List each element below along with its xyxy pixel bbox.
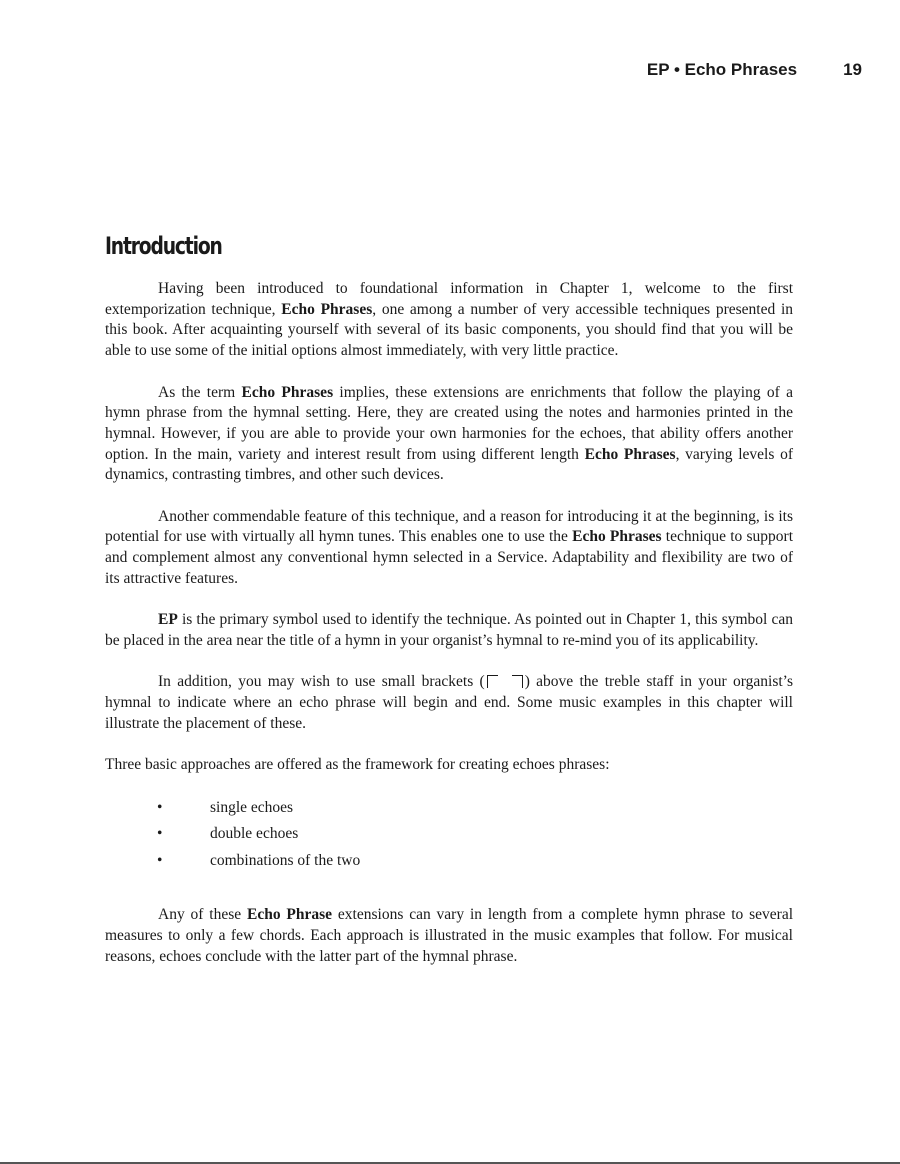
text-run: , one among a number of very accessible techniques presented in this book. After acquainting yourself with several of its basic components, you should find that you will be able to use some of the initial options almost immediately, with very little practice.: [105, 300, 794, 360]
paragraph-symbol: [105, 610, 793, 651]
list-item: [105, 798, 793, 825]
paragraph-feature: [105, 507, 793, 590]
term-ep: EP: [158, 611, 178, 629]
paragraph-term: [105, 383, 793, 487]
text-run: Another commendable feature of this technique, and a reason for introducing it at the beginning, is its potential for use with virtually all hymn tunes. This enables one to use the: [105, 507, 793, 546]
bracket-icon: [485, 675, 525, 687]
paragraph-brackets: [105, 672, 793, 734]
text-run: , varying levels of dynamics, contrasting timbres, and other such devices.: [105, 445, 793, 484]
list-item: [105, 851, 793, 878]
running-header: [647, 60, 862, 80]
list-item: [105, 824, 793, 851]
text-run: In addition, you may wish to use small brackets (: [158, 673, 485, 691]
paragraph-intro: [105, 279, 793, 362]
text-run: technique to support and complement almost any conventional hymn selected in a Service. Adaptability and flexibility are two of its attractive features.: [105, 528, 794, 587]
text-run: Having been introduced to foundational information in Chapter 1, welcome to the first extemporization technique,: [105, 280, 793, 318]
text-run: extensions can vary in length from a complete hymn phrase to several measures to only a few chords. Each approach is illustrated in the music examples that follow. For musical reasons, echoes conclude with the latter part of the hymnal phrase.: [105, 906, 794, 965]
page-number: 19: [843, 60, 862, 79]
list-item-label: double echoes: [210, 825, 299, 843]
bullet-icon: •: [157, 851, 163, 869]
list-item-label: combinations of the two: [210, 851, 361, 869]
text-run: ) above the treble staff in your organist’s hymnal to indicate where an echo phrase will begin and end. Some music examples in this chapter will illustrate the placement of these.: [105, 673, 793, 732]
text-run: is the primary symbol used to identify the technique. As pointed out in Chapter 1, this symbol can be placed in the area near the title of a hymn in your organist’s hymnal to re-mind you of its applicability.: [105, 611, 793, 649]
term-echo-phrases: Echo Phrases: [584, 445, 676, 463]
text-run: implies, these extensions are enrichments that follow the playing of a hymn phrase from the hymnal setting. Here, they are created using the notes and harmonies printed in the hymnal. However, if you are able to provide your own harmonies for the echoes, that ability offers another option. In the main, variety and interest result from using different length: [105, 383, 794, 463]
section-title: Introduction: [105, 232, 222, 260]
term-echo-phrases: Echo Phrases: [241, 383, 334, 401]
bullet-icon: •: [157, 825, 163, 843]
text-run: Any of these: [158, 906, 247, 924]
paragraph-length: [105, 905, 793, 967]
bullet-icon: •: [157, 798, 163, 816]
paragraph-approaches: Three basic approaches are offered as the framework for creating echoes phrases:: [105, 756, 610, 774]
list-item-label: single echoes: [210, 798, 294, 816]
approaches-list: [105, 798, 793, 878]
term-echo-phrases: Echo Phrases: [572, 528, 662, 546]
term-echo-phrase: Echo Phrase: [247, 906, 333, 924]
text-run: As the term: [158, 383, 242, 401]
running-title: EP • Echo Phrases: [646, 60, 798, 79]
body-text: [105, 279, 793, 988]
term-echo-phrases: Echo Phrases: [281, 300, 373, 318]
